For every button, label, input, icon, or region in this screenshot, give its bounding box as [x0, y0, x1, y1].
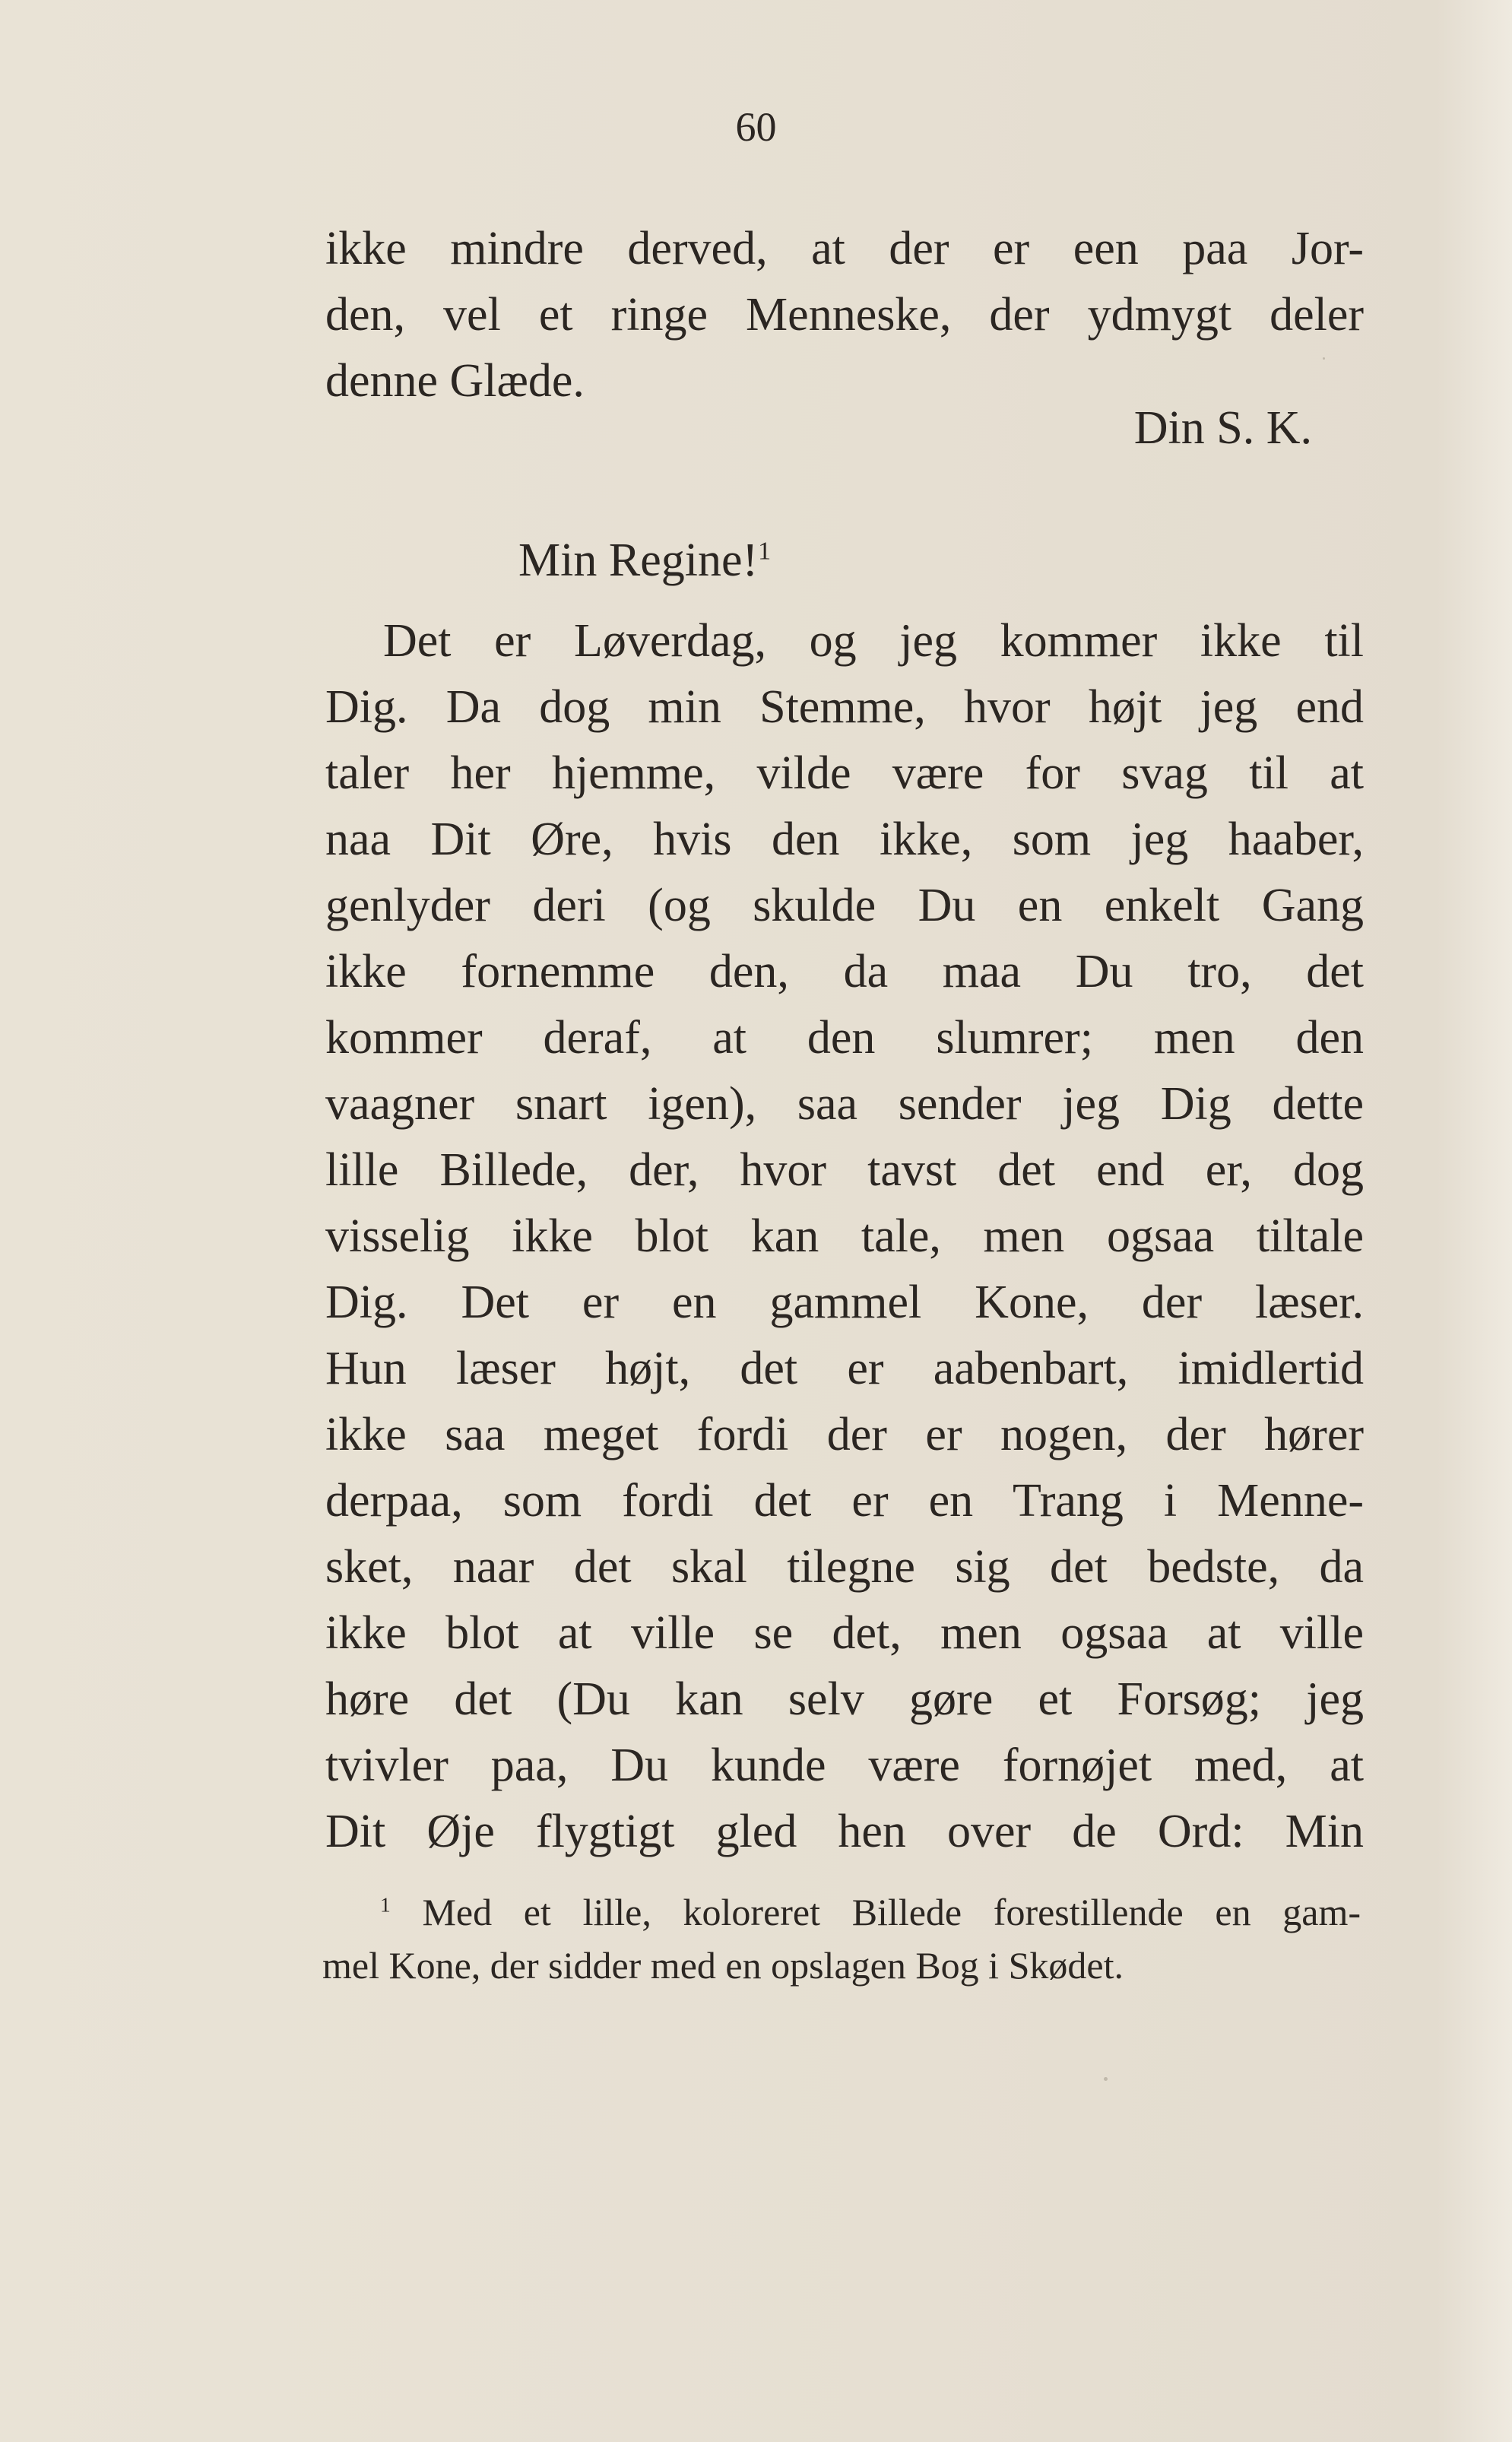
- text-line: derpaa, som fordi det er en Trang i Menne-: [325, 1475, 1364, 1527]
- text-line: høre det (Du kan selv gøre et Forsøg; jeg: [325, 1673, 1364, 1725]
- signature: Din S. K.: [1133, 402, 1312, 454]
- paper-speck: [1104, 2077, 1108, 2081]
- page-number: 60: [735, 104, 777, 150]
- intro-paragraph: [325, 216, 1364, 414]
- text-line: genlyder deri (og skulde Du en enkelt Gang: [325, 880, 1364, 931]
- text-line: Hun læser højt, det er aabenbart, imidlertid: [325, 1343, 1364, 1394]
- text-line: kommer deraf, at den slumrer; men den: [325, 1012, 1364, 1064]
- salutation: [518, 528, 771, 594]
- text-line: Det er Løverdag, og jeg kommer ikke til: [383, 615, 1364, 667]
- text-line: vaagner snart igen), saa sender jeg Dig dette: [325, 1078, 1364, 1130]
- text-line: tvivler paa, Du kunde være fornøjet med, at: [325, 1740, 1364, 1791]
- text-line: Dig. Da dog min Stemme, hvor højt jeg end: [325, 681, 1364, 733]
- text-line: ikke fornemme den, da maa Du tro, det: [325, 946, 1364, 997]
- footnote-text: Med et lille, koloreret Billede forestillende en gam-: [422, 1891, 1361, 1933]
- text-line: visselig ikke blot kan tale, men ogsaa tiltale: [325, 1210, 1364, 1262]
- text-line: lille Billede, der, hvor tavst det end er, dog: [325, 1144, 1364, 1196]
- paper-speck: [1323, 357, 1325, 360]
- text-line: Dig. Det er en gammel Kone, der læser.: [325, 1276, 1364, 1328]
- letter-paragraph: [325, 608, 1364, 1865]
- text-line: Dit Øje flygtigt gled hen over de Ord: Min: [325, 1806, 1364, 1857]
- footnote-line: [322, 1885, 1361, 1939]
- footnote: [322, 1885, 1361, 1992]
- text-line: taler her hjemme, vilde være for svag til at: [325, 747, 1364, 799]
- salutation-text: Min Regine!: [518, 534, 759, 586]
- text-line: ikke saa meget fordi der er nogen, der hører: [325, 1409, 1364, 1460]
- footnote-line: mel Kone, der sidder med en opslagen Bog i Skødet.: [322, 1944, 1124, 1987]
- footnote-mark: 1: [380, 1892, 391, 1917]
- text-line: sket, naar det skal tilegne sig det bedste, da: [325, 1541, 1364, 1593]
- text-line: denne Glæde.: [325, 355, 585, 407]
- text-line: ikke mindre derved, at der er een paa Jor-: [325, 223, 1364, 274]
- text-line: ikke blot at ville se det, men ogsaa at ville: [325, 1607, 1364, 1659]
- footnote-reference: 1: [758, 537, 772, 566]
- text-line: den, vel et ringe Menneske, der ydmygt deler: [325, 289, 1364, 341]
- text-line: naa Dit Øre, hvis den ikke, som jeg haaber,: [325, 813, 1364, 865]
